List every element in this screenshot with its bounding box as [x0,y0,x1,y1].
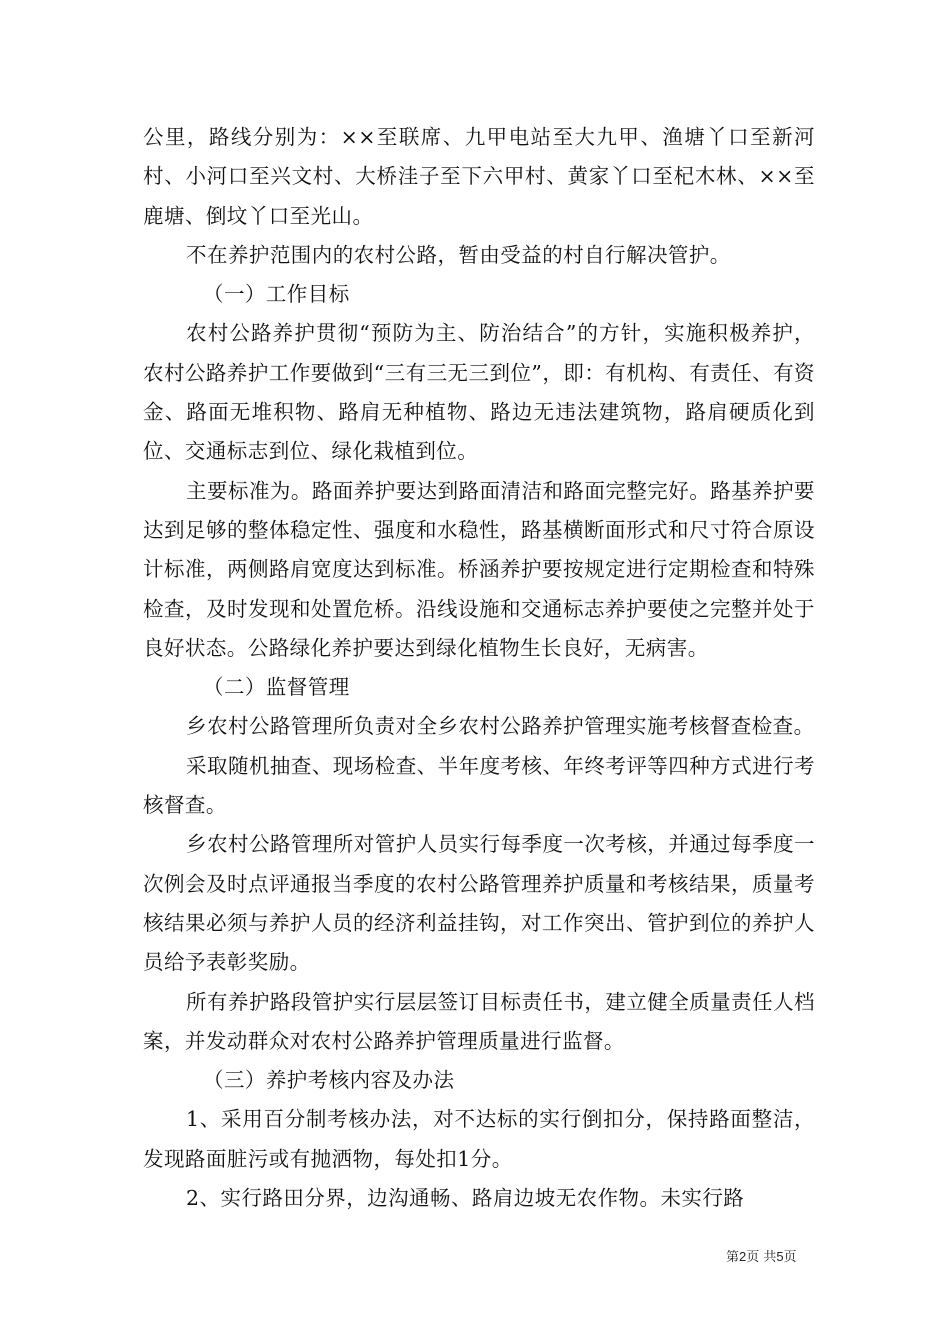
document-body [143,118,815,1218]
footer-middle: 页 共 [746,1250,777,1265]
footer-current-page: 2 [739,1249,747,1264]
paragraph-inspection-methods: 采取随机抽查、现场检查、半年度考核、年终考评等四种方式进行考核督查。 [143,753,815,818]
paragraph-unmaintained-roads: 不在养护范围内的农村公路，暂由受益的村自行解决管护。 [186,242,731,267]
footer-suffix: 页 [783,1250,797,1265]
paragraph-scoring-rule-1: 1、采用百分制考核办法，对不达标的实行倒扣分，保持路面整洁，发现路面脏污或有抛洒物，每处扣1分。 [143,1107,815,1171]
section-heading-supervision: （二）监督管理 [203,675,350,700]
paragraph-scoring-rule-2: 2、实行路田分界，边沟通畅、路肩边坡无农作物。未实行路 [186,1186,745,1211]
footer-prefix: 第 [726,1250,740,1265]
section-heading-work-goals: （一）工作目标 [203,282,350,307]
section-heading-assessment: （三）养护考核内容及办法 [203,1068,455,1093]
paragraph-maintenance-policy: 农村公路养护贯彻“预防为主、防治结合”的方针，实施积极养护，农村公路养护工作要做到“三有三无三到位”，即：有机构、有责任、有资金、路面无堆积物、路肩无种植物、路边无违法建筑物，路肩硬质化到位、交通标志到位、绿化栽植到位。 [143,321,815,464]
paragraph-quarterly-assessment: 乡农村公路管理所对管护人员实行每季度一次考核，并通过每季度一次例会及时点评通报当季度的农村公路管理养护质量和考核结果，质量考核结果必须与养护人员的经济利益挂钩，对工作突出、管护到位的养护人员给予表彰奖励。 [143,832,815,975]
paragraph-route-list: 公里，路线分别为：××至联席、九甲电站至大九甲、渔塘丫口至新河村、小河口至兴文村、大桥洼子至下六甲村、黄家丫口至杞木林、××至鹿塘、倒坟丫口至光山。 [143,125,815,228]
footer-total-pages: 5 [776,1249,784,1264]
paragraph-management-office: 乡农村公路管理所负责对全乡农村公路养护管理实施考核督查检查。 [186,714,815,739]
paragraph-main-standards: 主要标准为。路面养护要达到路面清洁和路面完整完好。路基养护要达到足够的整体稳定性、强度和水稳性，路基横断面形式和尺寸符合原设计标准，两侧路肩宽度达到标准。桥涵养护要按规定进行定期检查和特殊检查，及时发现和处置危桥。沿线设施和交通标志养护要使之完整并处于良好状态。公路绿化养护要达到绿化植物生长良好，无病害。 [143,478,815,660]
page-number-footer [726,1249,797,1266]
paragraph-responsibility: 所有养护路段管护实行层层签订目标责任书，建立健全质量责任人档案，并发动群众对农村公路养护管理质量进行监督。 [143,989,815,1053]
